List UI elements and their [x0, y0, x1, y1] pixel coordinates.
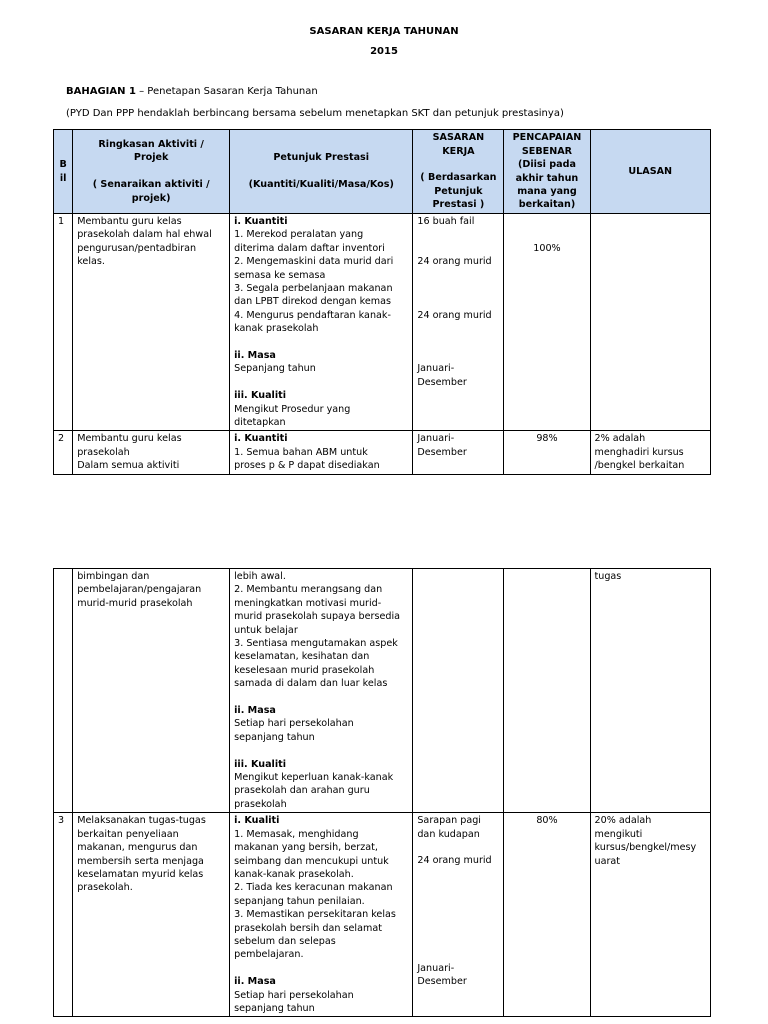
text-line: Setiap hari persekolahan [234, 718, 354, 730]
kualiti-heading: iii. Kualiti [234, 390, 286, 402]
text-line [77, 165, 225, 178]
text-block [77, 432, 225, 472]
text-block [234, 570, 408, 691]
text-line: 3. Segala perbelanjaan makanan [234, 283, 393, 295]
text-line: kanak prasekolah [234, 323, 319, 335]
text-line: prasekolah dalam hal ehwal [77, 229, 212, 241]
section-text: – Penetapan Sasaran Kerja Tahunan [135, 86, 318, 97]
text-line: SEBENAR [521, 145, 573, 157]
text-line: 4. Mengurus pendaftaran kanak- [234, 309, 391, 321]
row-sasaran [413, 813, 504, 1017]
row-sasaran [413, 569, 504, 813]
text-line: 2. Membantu merangsang dan [234, 584, 383, 596]
text-line: Prestasi ) [432, 199, 485, 211]
row-ringkasan [73, 214, 230, 431]
text-line: makanan yang bersih, berzat, [234, 842, 378, 854]
text-block [234, 771, 408, 811]
header-ringkasan [73, 130, 230, 214]
table-row [54, 813, 711, 1017]
text-line: Januari- [417, 433, 455, 445]
text-line: berkaitan penyeliaan [77, 828, 179, 840]
text-block [56, 158, 70, 185]
text-line: sepanjang tahun penilaian. [234, 895, 365, 907]
header-ulasan: ULASAN [590, 130, 711, 214]
text-line: 20% adalah [594, 815, 652, 827]
text-block [234, 228, 408, 335]
text-line: prasekolah bersih dan selamat [234, 922, 382, 934]
text-line: mana yang [517, 185, 577, 197]
text-line: untuk belajar [234, 624, 298, 636]
text-line: Sepanjang tahun [234, 363, 316, 375]
text-line: proses p & P dapat disediakan [234, 460, 380, 472]
table-row [54, 214, 711, 431]
text-line: Membantu guru kelas [77, 216, 182, 227]
text-line: Petunjuk [434, 185, 483, 197]
text-line: lebih awal. [234, 571, 286, 582]
row-bil: 3 [54, 813, 73, 1017]
text-line: /bengkel berkaitan [594, 460, 685, 472]
kualiti-heading: iii. Kualiti [234, 758, 286, 770]
row-petunjuk [230, 569, 413, 813]
text-block [77, 814, 225, 894]
text-line: (Diisi pada [518, 159, 576, 171]
row-petunjuk [230, 431, 413, 474]
text-line: keselesaan murid prasekolah [234, 664, 375, 676]
text-line: (Kuantiti/Kualiti/Masa/Kos) [248, 179, 394, 191]
text-line: keselamatan, kesihatan dan [234, 651, 370, 663]
text-line: 1. Merekod peralatan yang [234, 229, 364, 241]
text-line [417, 158, 499, 171]
kuantiti-heading: i. Kuantiti [234, 433, 288, 445]
text-line [234, 165, 408, 178]
text-block [234, 989, 408, 1016]
text-block [417, 362, 499, 389]
masa-heading: ii. Masa [234, 976, 276, 988]
masa-heading: ii. Masa [234, 705, 276, 717]
row-ringkasan [73, 569, 230, 813]
text-line: uarat [594, 855, 621, 867]
text-line: Mengikut keperluan kanak-kanak [234, 772, 394, 784]
text-line: Januari- [417, 962, 455, 974]
text-line: prasekolah dan arahan guru [234, 785, 370, 797]
text-line: semasa ke semasa [234, 269, 326, 281]
text-line: Ringkasan Aktiviti / [98, 138, 204, 150]
text-line: 1. Semua bahan ABM untuk [234, 446, 368, 458]
text-block [508, 131, 585, 211]
text-line: 1. Memasak, menghidang [234, 828, 359, 840]
text-block [595, 814, 707, 868]
table-header-row [54, 130, 711, 214]
text-line: seimbang dan mencukupi untuk [234, 855, 389, 867]
instruction-note: (PYD Dan PPP hendaklah berbincang bersama sebelum menetapkan SKT dan petunjuk prestasinya) [66, 108, 564, 119]
achievement-value: 100% [533, 242, 561, 254]
row-sasaran [413, 431, 504, 474]
header-sasaran [413, 130, 504, 214]
document-year: 2015 [370, 46, 398, 57]
target-registration: 24 orang murid [417, 309, 492, 321]
row-ringkasan [73, 431, 230, 474]
text-line: il [59, 172, 67, 184]
text-line: Sarapan pagi [417, 815, 481, 827]
table-row-continued [54, 569, 711, 813]
text-line: meningkatkan motivasi murid- [234, 597, 382, 609]
text-line: menghadiri kursus [594, 446, 684, 458]
masa-heading: ii. Masa [234, 350, 276, 362]
text-block [595, 570, 707, 583]
text-line: kelas. [77, 256, 105, 268]
text-line: berkaitan) [518, 199, 576, 211]
text-line: B [59, 159, 67, 171]
section-heading [66, 86, 318, 97]
text-line: KERJA [442, 145, 475, 157]
text-line: ( Senaraikan aktiviti / [92, 179, 210, 191]
row-bil: 1 [54, 214, 73, 431]
text-block [417, 962, 499, 989]
text-line: Mengikut Prosedur yang [234, 403, 351, 415]
text-block [234, 151, 408, 191]
text-line: pengurusan/pentadbiran [77, 242, 197, 254]
text-line: akhir tahun [515, 172, 579, 184]
text-line: Projek [133, 152, 169, 164]
row-ringkasan [73, 813, 230, 1017]
text-line: diterima dalam daftar inventori [234, 242, 385, 254]
row-bil [54, 569, 73, 813]
header-petunjuk [230, 130, 413, 214]
text-line: pembelajaran/pengajaran [77, 584, 202, 596]
text-line: dan LPBT direkod dengan kemas [234, 296, 391, 308]
text-block [417, 814, 499, 841]
row-pencapaian: 80% [504, 813, 590, 1017]
text-line: prasekolah. [77, 882, 133, 894]
text-line: samada di dalam dan luar kelas [234, 678, 388, 690]
document-title: SASARAN KERJA TAHUNAN [309, 26, 459, 37]
text-line: keselamatan myurid kelas [77, 868, 204, 880]
row-sasaran [413, 214, 504, 431]
target-pupils: 24 orang murid [417, 256, 492, 268]
text-line: dan kudapan [417, 828, 480, 840]
text-line: SASARAN [432, 132, 485, 144]
text-block [234, 362, 408, 375]
row-petunjuk [230, 214, 413, 431]
text-line: mengikuti [594, 828, 643, 840]
text-line: projek) [131, 192, 171, 204]
text-line: Januari- [417, 363, 455, 375]
text-line: tugas [594, 571, 622, 582]
row-ulasan [590, 431, 711, 474]
row-pencapaian [504, 569, 590, 813]
text-block [417, 131, 499, 211]
text-line: murid prasekolah supaya bersedia [234, 611, 400, 623]
header-pencapaian [504, 130, 590, 214]
row-ulasan [590, 569, 711, 813]
text-block [77, 215, 225, 269]
text-block [595, 432, 707, 472]
text-line: PENCAPAIAN [512, 132, 582, 144]
text-block [77, 138, 225, 205]
text-line: ( Berdasarkan [420, 172, 497, 184]
text-line: murid-murid prasekolah [77, 597, 193, 609]
text-line: Dalam semua aktiviti [77, 460, 180, 472]
text-line: pembelajaran. [234, 949, 304, 961]
text-line: bimbingan dan [77, 571, 150, 582]
kuantiti-heading: i. Kuantiti [234, 216, 288, 227]
text-line: prasekolah [234, 798, 287, 810]
text-block [234, 403, 408, 430]
row-petunjuk [230, 813, 413, 1017]
text-line: 2. Mengemaskini data murid dari [234, 256, 394, 268]
text-line: sebelum dan selepas [234, 935, 336, 947]
skt-table-page-1 [53, 129, 711, 475]
text-line: kursus/bengkel/mesy [594, 842, 697, 854]
text-block [234, 446, 408, 473]
text-line: Petunjuk Prestasi [273, 152, 370, 164]
text-line: kanak-kanak prasekolah. [234, 868, 354, 880]
text-block [417, 432, 499, 459]
row-pencapaian [504, 214, 590, 431]
row-ulasan [590, 813, 711, 1017]
text-line: Desember [417, 446, 467, 458]
text-line: Desember [417, 976, 467, 988]
text-line: Setiap hari persekolahan [234, 989, 354, 1001]
header-bil [54, 130, 73, 214]
row-bil: 2 [54, 431, 73, 474]
text-line: prasekolah [77, 446, 130, 458]
text-line: sepanjang tahun [234, 1002, 315, 1014]
text-line: membersih serta menjaga [77, 855, 204, 867]
text-line: sepanjang tahun [234, 731, 315, 743]
skt-table-page-2 [53, 568, 711, 1017]
text-line: Desember [417, 376, 467, 388]
kualiti-heading: i. Kualiti [234, 815, 280, 827]
target-pupils: 24 orang murid [417, 855, 492, 867]
row-pencapaian: 98% [504, 431, 590, 474]
text-line: 3. Memastikan persekitaran kelas [234, 909, 396, 921]
text-line: 3. Sentiasa mengutamakan aspek [234, 638, 398, 650]
text-block [77, 570, 225, 610]
text-line: 2. Tiada kes keracunan makanan [234, 882, 393, 894]
table-row [54, 431, 711, 474]
text-block [234, 828, 408, 962]
text-line: Membantu guru kelas [77, 433, 182, 445]
text-line: 2% adalah [594, 433, 646, 445]
text-line: makanan, mengurus dan [77, 842, 198, 854]
text-line: ditetapkan [234, 417, 286, 429]
text-block [234, 717, 408, 744]
target-files: 16 buah fail [417, 216, 475, 227]
section-label: BAHAGIAN 1 [66, 86, 136, 97]
text-line: Melaksanakan tugas-tugas [77, 815, 206, 827]
row-ulasan [590, 214, 711, 431]
